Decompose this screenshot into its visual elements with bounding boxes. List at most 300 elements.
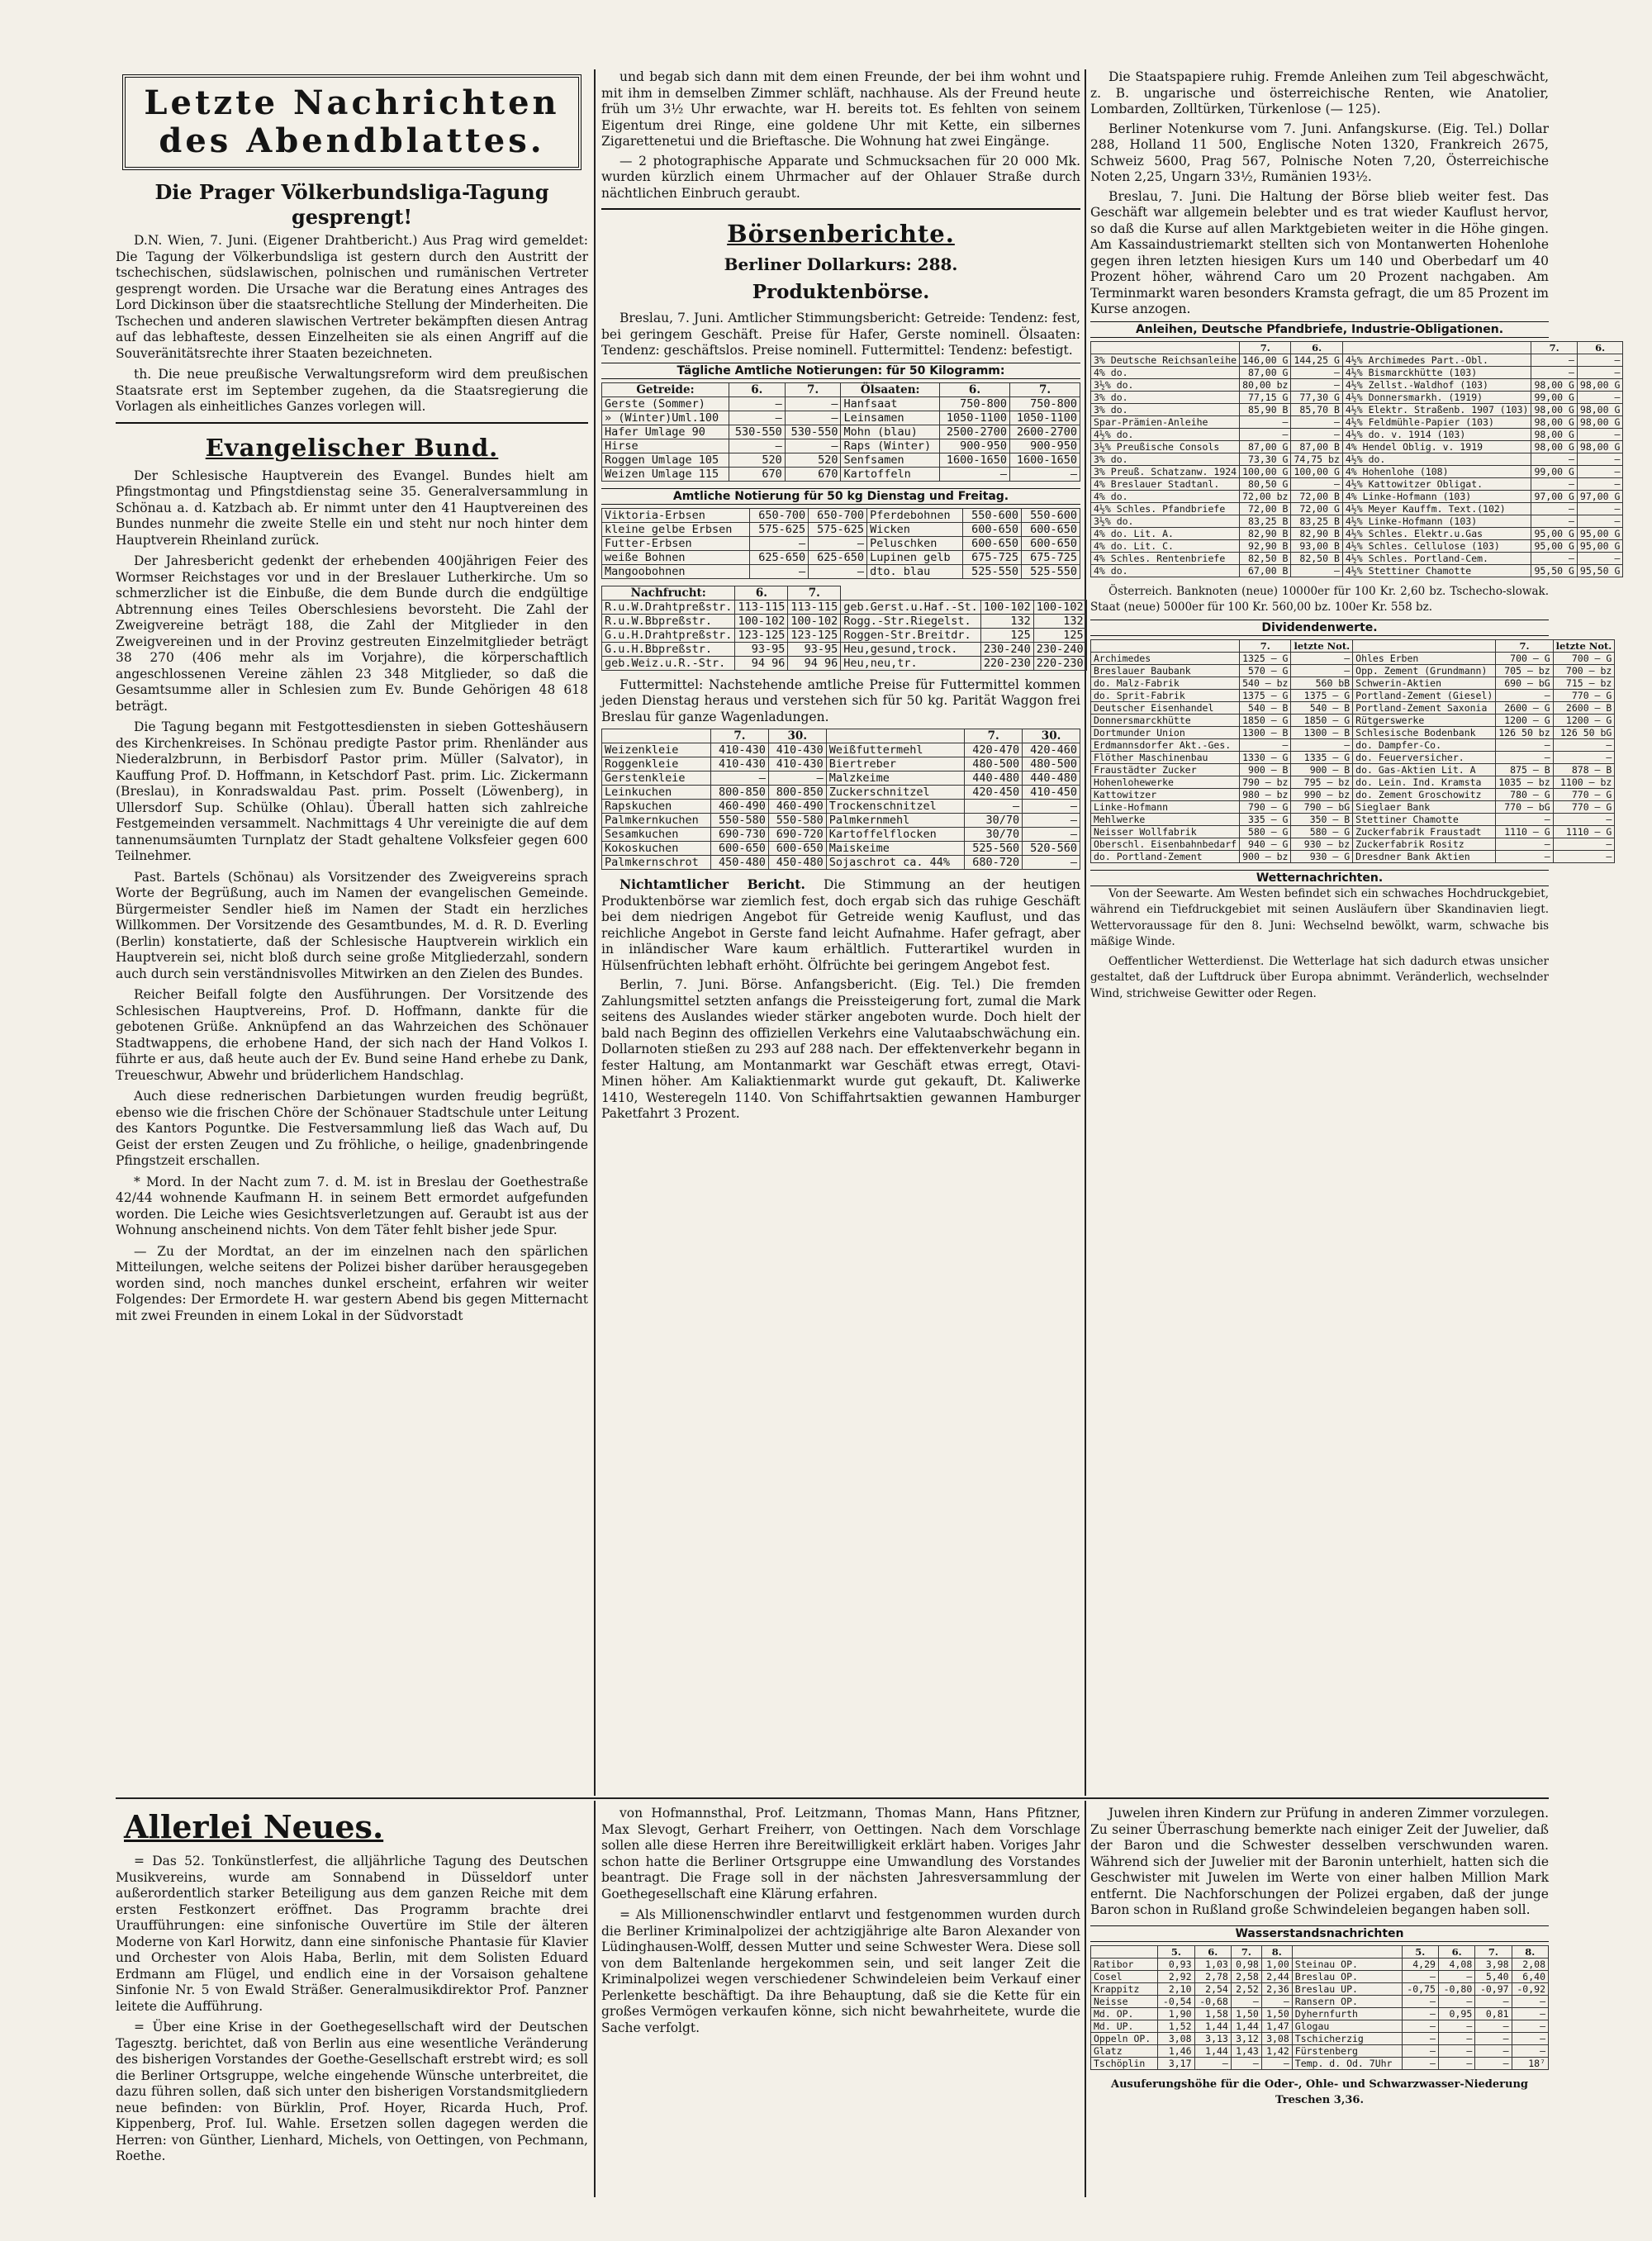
table-cell: 900 — B — [1240, 763, 1291, 776]
table-cell: 97,00 G — [1531, 490, 1577, 502]
table-cell: 4½% Archimedes Part.-Obl. — [1342, 354, 1531, 366]
table-cell: 480-500 — [965, 757, 1023, 772]
table-header-cell: 5. — [1402, 1945, 1438, 1958]
table-cell: 3,98 — [1475, 1958, 1512, 1970]
table-cell: Kokoskuchen — [602, 842, 711, 856]
table-row — [1091, 1970, 1549, 1982]
table-cell: 350 — B — [1291, 813, 1353, 825]
table-cell: 1325 — G — [1240, 652, 1291, 664]
dollarkurs: Berliner Dollarkurs: 288. — [724, 254, 958, 274]
table-cell: 3% do. — [1091, 391, 1240, 403]
table-cell: — — [1475, 2020, 1512, 2032]
table-header-cell: 7. — [1240, 639, 1291, 652]
paragraph: Die Staatspapiere ruhig. Fremde Anleihen zum Teil abgeschwächt, z. B. ungarische und österreichische Renten, wie Anatolier, Lombarden, Zolltürken, Türkenlose (— 125). — [1090, 69, 1549, 116]
table-cell: Wicken — [867, 522, 963, 536]
table-cell: 1100 — bz — [1553, 776, 1615, 788]
table-cell: 4½% Schles. Cellulose (103) — [1342, 539, 1531, 552]
table-row — [1091, 788, 1615, 800]
table-row — [1091, 490, 1623, 502]
table-cell: 94 96 — [788, 656, 841, 670]
table-cell: 3,08 — [1158, 2032, 1194, 2044]
table-cell: 132 — [980, 614, 1033, 628]
table-header-cell: 7. — [1475, 1945, 1512, 1958]
table-cell: 125 — [1033, 628, 1086, 642]
table-cell: — — [1402, 1995, 1438, 2007]
table-cell: 93-95 — [735, 642, 788, 656]
table-header-cell: 7. — [1240, 341, 1291, 354]
table-row — [1091, 664, 1615, 677]
table-cell: 0,98 — [1231, 1958, 1261, 1970]
table-cell: 126 50 bG — [1553, 726, 1615, 738]
table-row — [1091, 428, 1623, 440]
table-cell: 4% do. — [1091, 564, 1240, 577]
table-cell: Weizenkleie — [602, 743, 711, 757]
table-cell: 930 — G — [1291, 850, 1353, 862]
column-rule-4 — [1085, 1801, 1086, 2197]
table-cell: 460-490 — [711, 800, 769, 814]
table-cell: 550-580 — [711, 814, 769, 828]
allerlei-heading: Allerlei Neues. — [124, 1808, 384, 1845]
table-cell: — — [1475, 1995, 1512, 2007]
table-cell: 1,43 — [1231, 2044, 1261, 2057]
table-cell: — — [1577, 552, 1622, 564]
table-cell: Dortmunder Union — [1091, 726, 1240, 738]
table-cell: Oppeln OP. — [1091, 2032, 1158, 2044]
table-cell: 690 — bG — [1496, 677, 1553, 689]
paragraph: = Als Millionenschwindler entlarvt und festgenommen wurden durch die Berliner Kriminalpolizei der achtzigjährige alte Baron Alexander von Lüdinghausen-Wolff, dessen Mutter und seine Schwester Wera. Diese soll von dem Baltenlande hergekommen sein, und seit langer Zeit die Kriminalpolizei wegen verschiedener Schwindeleien beim Verkauf einer Perlenkette beschäftigt. Da ihre Behauptung, daß sie die Kette für ein großes Vermögen verkaufen könne, sich nicht bewahrheitete, wurde die Sache verfolgt. — [601, 1907, 1080, 2035]
table-cell: -0,92 — [1512, 1982, 1548, 1995]
table-cell: 675-725 — [1022, 550, 1080, 564]
table-row — [602, 614, 1087, 628]
table-cell: do. Sprit-Fabrik — [1091, 689, 1240, 701]
table-cell: — — [1531, 453, 1577, 465]
table-cell: Breslau OP. — [1292, 1970, 1402, 1982]
table-cell: 126 50 bz — [1496, 726, 1553, 738]
table-header-cell: 7. — [965, 729, 1023, 743]
table-cell: 1,03 — [1194, 1958, 1231, 1970]
table-row — [1091, 726, 1615, 738]
table-header-row — [602, 382, 1080, 396]
table-cell: 99,00 G — [1531, 391, 1577, 403]
table-cell: 930 — bz — [1291, 838, 1353, 850]
table-cell: 3½% Preußische Consols — [1091, 440, 1240, 453]
table-cell: Stettiner Chamotte — [1353, 813, 1496, 825]
table-cell: 4% do. Lit. A. — [1091, 527, 1240, 539]
anleihen-table — [1090, 341, 1623, 577]
table-cell: 1,52 — [1158, 2020, 1194, 2032]
paragraph: Oeffentlicher Wetterdienst. Die Wetterlage hat sich dadurch etwas unsicher gestaltet, daß der Luftdruck über Europa abnimmt. Veränderlich, wechselnder Wind, strichweise Gewitter oder Regen. — [1090, 954, 1549, 1000]
table-cell: Dyhernfurth — [1292, 2007, 1402, 2020]
table-header-cell: 30. — [768, 729, 826, 743]
table-cell: 410-430 — [711, 743, 769, 757]
table-cell: 1,50 — [1231, 2007, 1261, 2020]
table-cell: Kartoffeln — [841, 467, 939, 481]
table-row — [1091, 1958, 1549, 1970]
table-cell: 3½% do. — [1091, 378, 1240, 391]
table-row — [1091, 714, 1615, 726]
table-row — [602, 814, 1080, 828]
table-cell: — — [1512, 2007, 1548, 2020]
table-cell: — — [1553, 813, 1615, 825]
table-cell: Sieglaer Bank — [1353, 800, 1496, 813]
table-header-cell — [1292, 1945, 1402, 1958]
table-cell: 85,70 B — [1291, 403, 1342, 415]
table-cell: Breslau UP. — [1292, 1982, 1402, 1995]
table-cell: 95,50 G — [1531, 564, 1577, 577]
paragraph: und begab sich dann mit dem einen Freunde, der bei ihm wohnt und mit ihm in demselben Zimmer schläft, nachhause. Als der Freund heute früh um 3½ Uhr erwachte, war H. bereits tot. Es fehlten von seinem Eigentum drei Ringe, eine goldene Uhr mit Kette, ein silbernes Zigarettenetui und die Brieftasche. Die Wohnung hat zwei Eingänge. — [601, 69, 1080, 149]
table-row — [602, 536, 1080, 550]
paragraph: = Das 52. Tonkünstlerfest, die alljährliche Tagung des Deutschen Musikvereins, wurde am Sonnabend in Düsseldorf unter außerordentlich starker Beteiligung aus dem ganzen Reiche mit dem ersten Festkonzert eröffnet. Das Programm brachte drei Uraufführungen: eine sinfonische Ouvertüre im Stile der älteren Moderne von Karl Horwitz, dann eine sinfonische Phantasie für Klavier und Orchester von Alois Haba, Berlin, mit dem Solisten Eduard Erdmann am Flügel, und endlich eine in der Vorsaison gehaltene Sinfonie Nr. 5 von Ewald Sträßer. Generalmusikdirektor Prof. Panzner leitete die Aufführung. — [116, 1854, 588, 2014]
table-cell: 560 bB — [1291, 677, 1353, 689]
table-cell: 2,58 — [1231, 1970, 1261, 1982]
table-cell: 123-125 — [735, 628, 788, 642]
table-cell: 4½% Donnersmarkh. (1919) — [1342, 391, 1531, 403]
table-cell: 4% Schles. Rentenbriefe — [1091, 552, 1240, 564]
table-cell: 113-115 — [735, 600, 788, 614]
table-cell: 5,40 — [1475, 1970, 1512, 1982]
table-cell: Breslauer Baubank — [1091, 664, 1240, 677]
table-cell: — — [1512, 2044, 1548, 2057]
table-cell: 530-550 — [729, 425, 785, 439]
table-cell: 1,42 — [1261, 2044, 1292, 2057]
paragraph: Auch diese rednerischen Darbietungen wurden freudig begrüßt, ebenso wie die frischen Chöre der Schönauer Stadtschule unter Leitung des Kantors Poguntke. Die Festversammlung ließ das Wach auf, Du Geist der ersten Zeugen und Zu fröhliche, o heilige, gnadenbringende Pfingstzeit erschallen. — [116, 1089, 588, 1168]
table-cell: 98,00 G — [1531, 403, 1577, 415]
table-cell: 4½% do. — [1091, 428, 1240, 440]
table-cell: Ransern OP. — [1292, 1995, 1402, 2007]
produkten-heading: Produktenbörse. — [752, 281, 930, 303]
table-cell: 4% Linke-Hofmann (103) — [1342, 490, 1531, 502]
table-cell: 1,90 — [1158, 2007, 1194, 2020]
table-cell: 1600-1650 — [1009, 453, 1080, 467]
table-cell: 1200 — G — [1496, 714, 1553, 726]
table-cell: Erdmannsdorfer Akt.-Ges. — [1091, 738, 1240, 751]
table-cell: 99,00 G — [1531, 465, 1577, 477]
table-header-cell: 7. — [1231, 1945, 1261, 1958]
table-cell: -0,75 — [1402, 1982, 1438, 1995]
table-row — [1091, 652, 1615, 664]
table-cell: — — [1291, 366, 1342, 378]
table-cell: 770 — bG — [1496, 800, 1553, 813]
table-row — [1091, 2007, 1549, 2020]
table-cell: — — [711, 772, 769, 786]
table-row — [1091, 751, 1615, 763]
table-cell: 770 — G — [1553, 800, 1615, 813]
table-cell: Ratibor — [1091, 1958, 1158, 1970]
table-cell: — — [729, 439, 785, 453]
paragraph: Futtermittel: Nachstehende amtliche Preise für Futtermittel kommen jeden Dienstag heraus und verstehen sich für 50 kg. Parität Waggon frei Breslau für ganze Wagenladungen. — [601, 677, 1080, 724]
table-cell: 410-450 — [1023, 786, 1080, 800]
table-row — [1091, 391, 1623, 403]
table-row — [1091, 1995, 1549, 2007]
table-cell: Portland-Zement Saxonia — [1353, 701, 1496, 714]
table-row — [602, 757, 1080, 772]
table-cell: 3% do. — [1091, 403, 1240, 415]
table-cell: — — [1402, 2044, 1438, 2057]
table-cell: do. Zement Groschowitz — [1353, 788, 1496, 800]
table-row — [602, 772, 1080, 786]
table-cell: — — [1291, 664, 1353, 677]
table-row — [1091, 378, 1623, 391]
table-cell: Viktoria-Erbsen — [602, 508, 750, 522]
table-cell: Kartoffelflocken — [826, 828, 965, 842]
table-cell: — — [1240, 415, 1291, 428]
table-row — [1091, 502, 1623, 515]
table-cell: 77,15 G — [1240, 391, 1291, 403]
table-cell: Palmkernkuchen — [602, 814, 711, 828]
table-cell: — — [750, 564, 809, 578]
table-cell: 2500-2700 — [939, 425, 1009, 439]
table-cell: 123-125 — [788, 628, 841, 642]
table-header-cell — [1091, 639, 1240, 652]
table-cell: — — [1231, 1995, 1261, 2007]
table-cell: — — [1512, 2032, 1548, 2044]
table-cell: 6,40 — [1512, 1970, 1548, 1982]
table-header-cell: 8. — [1512, 1945, 1548, 1958]
table-cell: 1110 — G — [1496, 825, 1553, 838]
table-cell: — — [939, 467, 1009, 481]
table-cell: 0,93 — [1158, 1958, 1194, 1970]
table-cell: 125 — [980, 628, 1033, 642]
table-cell: 700 — G — [1553, 652, 1615, 664]
table-cell: 2,92 — [1158, 1970, 1194, 1982]
table-cell: 4% Hohenlohe (108) — [1342, 465, 1531, 477]
table-cell: Ohles Erben — [1353, 652, 1496, 664]
table-cell: 900 — bz — [1240, 850, 1291, 862]
table-cell: Archimedes — [1091, 652, 1240, 664]
table-cell: 3,12 — [1231, 2032, 1261, 2044]
table-row — [602, 411, 1080, 425]
table-cell: — — [1023, 814, 1080, 828]
table-cell: G.u.H.Bbpreßstr. — [602, 642, 735, 656]
wasser-table — [1090, 1945, 1549, 2070]
table-header-cell: 6. — [939, 382, 1009, 396]
paragraph: Österreich. Banknoten (neue) 10000er für 100 Kr. 2,60 bz. Tschecho-slowak. Staat (neue) 5000er für 100 Kr. 560,00 bz. 100er Kr. 558 bz. — [1090, 584, 1549, 614]
table-title: Tägliche Amtliche Notierungen: für 50 Kilogramm: — [601, 363, 1080, 379]
table-header-cell: letzte Not. — [1553, 639, 1615, 652]
table-cell: weiße Bohnen — [602, 550, 750, 564]
table-cell: Mangoobohnen — [602, 564, 750, 578]
table-cell: 1110 — G — [1553, 825, 1615, 838]
table-cell: do. Malz-Fabrik — [1091, 677, 1240, 689]
table-cell: Spar-Prämien-Anleihe — [1091, 415, 1240, 428]
table-cell: 780 — G — [1496, 788, 1553, 800]
table-cell: 410-430 — [711, 757, 769, 772]
table-cell: 540 — B — [1240, 701, 1291, 714]
huelsen-table — [601, 508, 1080, 579]
table-cell: 1,46 — [1158, 2044, 1194, 2057]
table-row — [1091, 453, 1623, 465]
table-cell: 450-480 — [711, 856, 769, 870]
table-row — [1091, 515, 1623, 527]
table-cell: 98,00 G — [1577, 403, 1622, 415]
section-rule — [116, 1797, 1549, 1799]
table-cell: 875 — B — [1496, 763, 1553, 776]
table-cell: 230-240 — [1033, 642, 1086, 656]
table-cell: Tschöplin — [1091, 2057, 1158, 2069]
paragraph: — 2 photographische Apparate und Schmucksachen für 20 000 Mk. wurden kürzlich einem Uhrmacher auf der Ohlauer Straße durch nächtlichen Einbruch geraubt. — [601, 153, 1080, 201]
table-cell: Md. UP. — [1091, 2020, 1158, 2032]
table-cell: 790 — bz — [1240, 776, 1291, 788]
table-cell: 900-950 — [939, 439, 1009, 453]
table-cell: 2600 — G — [1496, 701, 1553, 714]
table-row — [1091, 763, 1615, 776]
table-header-row — [1091, 341, 1623, 354]
table-cell: 77,30 G — [1291, 391, 1342, 403]
table-cell: 550-580 — [768, 814, 826, 828]
column-rule-2 — [1085, 69, 1086, 1796]
table-cell: 520-560 — [1023, 842, 1080, 856]
table-row — [602, 786, 1080, 800]
paragraph: D.N. Wien, 7. Juni. (Eigener Drahtbericht.) Aus Prag wird gemeldet: Die Tagung der Völkerbundsliga ist gestern durch den Austritt der tschechischen, südslawischen, polnischen und rumänischen Vertreter gesprengt worden. Die Ursache war die Beratung eines Antrages des Lord Dickinson über die staatsrechtliche Stellung der Minderheiten. Die Tschechen und anderen slawischen Vertreter bekämpften diesen Antrag auf das lebhafteste, dessen Einzelheiten sie als einen Angriff auf die Souveränitätsrechte ihrer Staaten bezeichneten. — [116, 233, 588, 361]
table-header-cell: 5. — [1158, 1945, 1194, 1958]
table-cell: — — [1577, 515, 1622, 527]
table-cell: Donnersmarckhütte — [1091, 714, 1240, 726]
table-cell: — — [1231, 2057, 1261, 2069]
paragraph: Reicher Beifall folgte den Ausführungen. Der Vorsitzende des Schlesischen Hauptvereins, Prof. D. Hoffmann, dankte für die gebotenen Grüße. Anknüpfend an das Wahrzeichen des Schönauer Stadtwappens, die erhobene Hand, der sich nach der Hand Volkos I. führte er aus, daß heute auch der Ev. Bund seine Hand erhebe zu Dank, Treueschwur, Abwehr und brüderlichem Handschlag. — [116, 987, 588, 1083]
table-cell: Glogau — [1292, 2020, 1402, 2032]
table-cell: Opp. Zement (Grundmann) — [1353, 664, 1496, 677]
table-header-cell: 8. — [1261, 1945, 1292, 1958]
table-cell: 800-850 — [711, 786, 769, 800]
table-header-cell: 7. — [785, 382, 841, 396]
table-header-row — [1091, 639, 1615, 652]
table-header-cell: 30. — [1023, 729, 1080, 743]
table-header-cell: letzte Not. — [1291, 639, 1353, 652]
table-cell: Zuckerfabrik Fraustadt — [1353, 825, 1496, 838]
table-row — [1091, 539, 1623, 552]
table-cell: Flöther Maschinenbau — [1091, 751, 1240, 763]
table-cell: 1335 — G — [1291, 751, 1353, 763]
table-cell: — — [729, 396, 785, 411]
table-cell: 4½% Schles. Portland-Cem. — [1342, 552, 1531, 564]
table-cell: — — [1577, 477, 1622, 490]
table-cell: Roggenkleie — [602, 757, 711, 772]
table-cell: — — [1402, 2057, 1438, 2069]
divider — [601, 208, 1080, 210]
table-cell: Biertreber — [826, 757, 965, 772]
table-cell: 790 — bG — [1291, 800, 1353, 813]
table-cell: Palmkernschrot — [602, 856, 711, 870]
table-cell: 2600-2700 — [1009, 425, 1080, 439]
table-cell: 4% do. — [1091, 490, 1240, 502]
table-cell: 4½% Kattowitzer Obligat. — [1342, 477, 1531, 490]
table-cell: Roggen Umlage 105 — [602, 453, 729, 467]
table-cell: 540 — B — [1291, 701, 1353, 714]
table-cell: 4½% Linke-Hofmann (103) — [1342, 515, 1531, 527]
table-cell: Hafer Umlage 90 — [602, 425, 729, 439]
table-cell: 72,00 B — [1291, 490, 1342, 502]
table-cell: 600-650 — [963, 536, 1022, 550]
table-cell: — — [1291, 652, 1353, 664]
table-cell: — — [1261, 1995, 1292, 2007]
table-cell: 770 — G — [1553, 689, 1615, 701]
table-cell: 95,00 G — [1577, 539, 1622, 552]
table-cell: Heu,gesund,trock. — [841, 642, 981, 656]
table-header-row — [602, 586, 1087, 600]
paragraph: Der Schlesische Hauptverein des Evangel. Bundes hielt am Pfingstmontag und Pfingstdienstag seine 35. Generalversammlung in Schönau a. d. Katzbach ab. Er nimmt unter den 41 Hauptvereinen des Bundes nunmehr die zweite Stelle ein und steht nur noch hinter dem Hauptverein Rheinland zurück. — [116, 468, 588, 548]
table-cell: — — [1438, 2057, 1474, 2069]
paragraph: th. Die neue preußische Verwaltungsreform wird dem preußischen Staatsrate erst im September zugehen, da die Staatsregierung die Vorlagen als einheitliches Ganzes vorlegen will. — [116, 367, 588, 414]
table-cell: 93,00 B — [1291, 539, 1342, 552]
table-cell: 580 — G — [1291, 825, 1353, 838]
table-cell: — — [785, 396, 841, 411]
table-cell: 83,25 B — [1291, 515, 1342, 527]
table-cell: — — [1577, 502, 1622, 515]
table-cell: 4½% Schles. Elektr.u.Gas — [1342, 527, 1531, 539]
column-3 — [1090, 69, 1621, 1792]
table-cell: 750-800 — [1009, 396, 1080, 411]
table-cell: 3½% do. — [1091, 515, 1240, 527]
table-cell: Senfsamen — [841, 453, 939, 467]
paragraph: Der Jahresbericht gedenkt der erhebenden 400jährigen Feier des Wormser Reichstages vor und in der Breslauer Lutherkirche. Um so schmerzlicher ist die Einbuße, die dem Bunde durch die endgültige Abtrennung eines Teiles Oberschlesiens bevorsteht. Die Zahl der Zweigvereine beträgt 188, die Zahl der Mitglieder in den Zweigvereinen und in der Provinz gestreuten Einzelmitglieder beträgt 38 270 (406 mehr als im Vorjahre), die körperschaftlich angeschlossenen Vereine zählen 23 348 Mitglieder, so daß die Gesamtsumme aller in Schlesien zum Ev. Bunde Gehörigen 48 618 beträgt. — [116, 553, 588, 714]
table-cell: — — [1577, 354, 1622, 366]
table-header-cell: 7. — [1531, 341, 1577, 354]
table-cell: 525-550 — [963, 564, 1022, 578]
section-heading: Evangelischer Bund. — [205, 433, 499, 462]
table-title: Anleihen, Deutsche Pfandbriefe, Industrie-Obligationen. — [1090, 321, 1549, 338]
table-cell: — — [1402, 2007, 1438, 2020]
paragraph: Von der Seewarte. Am Westen befindet sich ein schwaches Hochdruckgebiet, während ein Tiefdruckgebiet mit seinen Ausläufern über Skandinavien liegt. Wettervoraussage für den 8. Juni: Wechselnd bewölkt, warm, schwache bis mäßige Winde. — [1090, 886, 1549, 948]
table-cell: — — [785, 411, 841, 425]
getreide-table — [601, 382, 1080, 482]
futter-table — [601, 729, 1080, 870]
table-cell: 4,08 — [1438, 1958, 1474, 1970]
table-cell: 525-560 — [965, 842, 1023, 856]
table-cell: Temp. d. Od. 7Uhr — [1292, 2057, 1402, 2069]
table-title: Dividendenwerte. — [1090, 620, 1549, 636]
table-row — [602, 856, 1080, 870]
table-cell: — — [1577, 453, 1622, 465]
table-cell: 420-470 — [965, 743, 1023, 757]
table-cell: 92,90 B — [1240, 539, 1291, 552]
table-cell: 940 — G — [1240, 838, 1291, 850]
table-cell: 1,44 — [1194, 2044, 1231, 2057]
table-cell: Peluschken — [867, 536, 963, 550]
table-cell: 94 96 — [735, 656, 788, 670]
table-cell: 87,00 G — [1240, 440, 1291, 453]
table-cell: Leinkuchen — [602, 786, 711, 800]
table-row — [1091, 850, 1615, 862]
table-cell: 3% Preuß. Schatzanw. 1924 — [1091, 465, 1240, 477]
paragraph: Breslau, 7. Juni. Die Haltung der Börse blieb weiter fest. Das Geschäft war allgemein belebter und es trat wieder Kauflust hervor, so daß die Kurse auf allen Marktgebieten weiter in die Höhe gingen. Am Kassaindustriemarkt stellten sich von Montanwerten Hohenlohe gegen ihren letzten hiesigen Kurs um 140 und Oberbedarf um 40 Prozent höher, während Caro um 20 Prozent nachgaben. Am Terminmarkt waren besonders Kramsta gefragt, die um 85 Prozent im Kurse anzogen. — [1090, 188, 1549, 316]
table-cell: 1,44 — [1231, 2020, 1261, 2032]
table-cell: do. Lein. Ind. Kramsta — [1353, 776, 1496, 788]
table-cell: 95,50 G — [1577, 564, 1622, 577]
column-2 — [601, 69, 1084, 1792]
table-cell: 670 — [785, 467, 841, 481]
table-cell: Neisser Wollfabrik — [1091, 825, 1240, 838]
table-cell: Sesamkuchen — [602, 828, 711, 842]
table-cell: — — [1402, 2020, 1438, 2032]
table-cell: dto. blau — [867, 564, 963, 578]
table-cell: 4% do. — [1091, 366, 1240, 378]
table-cell: Lupinen gelb — [867, 550, 963, 564]
table-cell: 4½% do. v. 1914 (103) — [1342, 428, 1531, 440]
table-cell: 144,25 G — [1291, 354, 1342, 366]
table-row — [1091, 440, 1623, 453]
table-cell: 87,00 B — [1291, 440, 1342, 453]
boersen-heading: Börsenberichte. — [727, 220, 955, 248]
table-cell: 790 — G — [1240, 800, 1291, 813]
table-cell: 335 — G — [1240, 813, 1291, 825]
table-cell: Schlesische Bodenbank — [1353, 726, 1496, 738]
table-header-cell: 6. — [1577, 341, 1622, 354]
table-cell: 85,90 B — [1240, 403, 1291, 415]
table-row — [602, 656, 1087, 670]
table-cell: Sojaschrot ca. 44% — [826, 856, 965, 870]
table-cell: 420-450 — [965, 786, 1023, 800]
table-header-cell: 6. — [1291, 341, 1342, 354]
